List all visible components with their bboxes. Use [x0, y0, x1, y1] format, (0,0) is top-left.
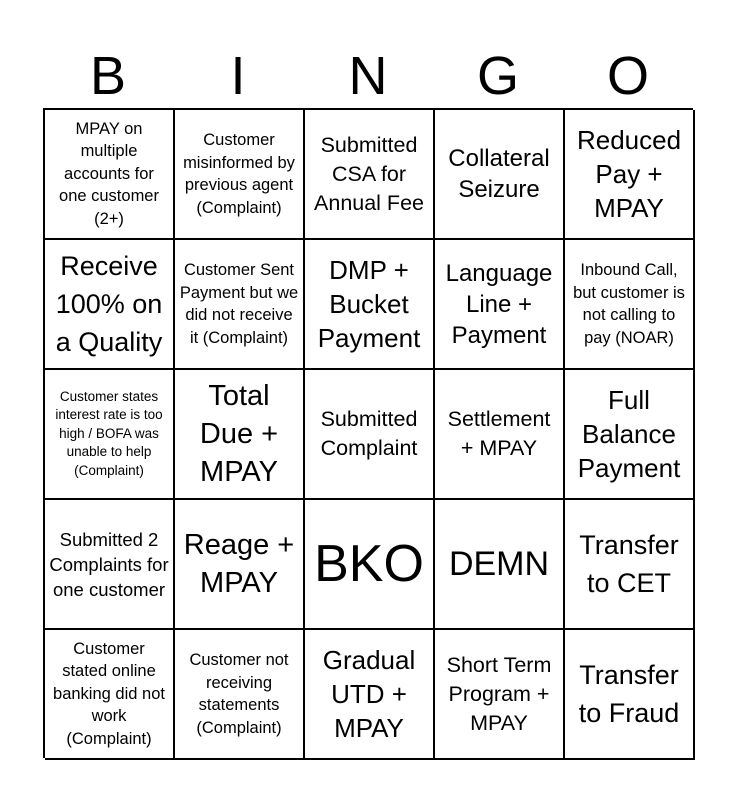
cell-text: Receive 100% on a Quality	[55, 251, 163, 357]
bingo-cell[interactable]	[565, 370, 695, 500]
cell-text: Customer misinformed by previous agent (Complaint)	[183, 131, 295, 217]
bingo-cell[interactable]	[435, 370, 565, 500]
cell-text: Reage + MPAY	[183, 529, 295, 599]
cell-text: Submitted CSA for Annual Fee	[314, 132, 424, 215]
cell-text: Total Due + MPAY	[199, 380, 279, 488]
bingo-cell[interactable]	[45, 370, 175, 500]
cell-text: Language Line + Payment	[445, 259, 553, 349]
bingo-cell[interactable]	[45, 110, 175, 240]
cell-text: Customer stated online banking did not work (Complaint)	[53, 639, 165, 748]
bingo-cell[interactable]	[175, 500, 305, 630]
cell-text: Submitted Complaint	[320, 407, 418, 460]
bingo-cell[interactable]	[435, 240, 565, 370]
cell-text: Settlement + MPAY	[447, 407, 551, 460]
header-letter-b: B	[89, 46, 127, 106]
bingo-cell[interactable]	[175, 630, 305, 760]
header-letter-i: I	[230, 46, 246, 106]
bingo-cell[interactable]	[175, 110, 305, 240]
cell-text: Customer states interest rate is too high / BOFA was unable to help (Complaint)	[55, 388, 163, 478]
cell-text: Collateral Seizure	[448, 145, 550, 203]
cell-text: Gradual UTD + MPAY	[322, 645, 416, 743]
bingo-cell[interactable]	[305, 370, 435, 500]
bingo-cell[interactable]	[45, 500, 175, 630]
cell-text: Transfer to CET	[579, 530, 679, 598]
cell-text: Transfer to Fraud	[578, 660, 680, 728]
bingo-cell[interactable]	[565, 630, 695, 760]
bingo-cell[interactable]	[175, 370, 305, 500]
bingo-cell[interactable]	[305, 240, 435, 370]
bingo-cell[interactable]	[435, 500, 565, 630]
cell-text: DMP + Bucket Payment	[317, 255, 421, 353]
bingo-cell[interactable]	[305, 110, 435, 240]
cell-text: Reduced Pay + MPAY	[576, 125, 682, 223]
cell-text: Inbound Call, but customer is not calling to pay (NOAR)	[573, 261, 685, 347]
header-letter-n: N	[348, 46, 388, 106]
bingo-cell[interactable]	[565, 110, 695, 240]
bingo-header	[43, 44, 693, 108]
bingo-cell[interactable]	[305, 630, 435, 760]
cell-text: Full Balance Payment	[577, 385, 681, 483]
header-letter-g: G	[476, 46, 519, 106]
bingo-cell[interactable]	[435, 110, 565, 240]
bingo-cell[interactable]	[45, 240, 175, 370]
cell-text: BKO	[314, 535, 424, 593]
header-letter-o: O	[606, 46, 649, 106]
bingo-cell[interactable]	[565, 240, 695, 370]
bingo-cell[interactable]	[565, 500, 695, 630]
cell-text: Submitted 2 Complaints for one customer	[49, 528, 169, 600]
cell-text: DEMN	[448, 545, 550, 583]
bingo-cell-free[interactable]	[305, 500, 435, 630]
bingo-cell[interactable]	[45, 630, 175, 760]
bingo-cell[interactable]	[175, 240, 305, 370]
bingo-grid	[43, 108, 693, 758]
bingo-cell[interactable]	[435, 630, 565, 760]
cell-text: Customer not receiving statements (Complaint)	[189, 651, 289, 737]
cell-text: Customer Sent Payment but we did not receive it (Complaint)	[179, 261, 299, 347]
cell-text: MPAY on multiple accounts for one customer (2+)	[59, 119, 159, 228]
cell-text: Short Term Program + MPAY	[446, 652, 552, 735]
